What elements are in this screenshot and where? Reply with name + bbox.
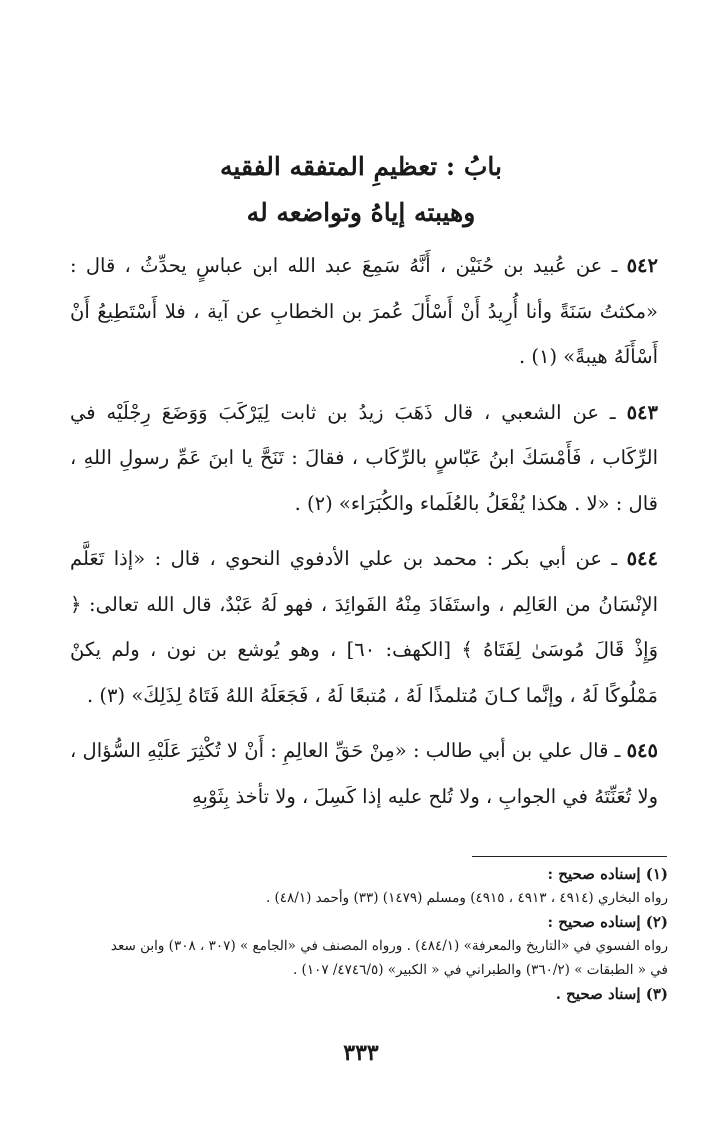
hadith-number: ٥٤٤ (626, 547, 658, 570)
footnote-heading: (٢) إسناده صحيح : (547, 913, 668, 931)
hadith-text: ـ عن الشعبي ، قال ذَهَبَ زيدُ بن ثابت لِيَرْكَبَ وَوَضَعَ رِجْلَيْه في الرِّكَاب ، فَأَمْسَكَ ابنُ عَبّاسٍ بالرِّكَاب ، فقالَ : تَنَحَّ يا ابنَ عَمِّ رسولِ اللهِ ، قال : «لا . هكذا يُفْعَلُ بالعُلَماء والكُبَرَاء» (٢) . (70, 400, 658, 515)
footnotes (72, 862, 668, 1006)
footnote-3 (72, 982, 668, 1006)
page-number: ٣٣٣ (343, 1040, 379, 1066)
hadith-body (70, 243, 658, 819)
hadith-entry-545 (70, 728, 658, 819)
hadith-entry-544 (70, 536, 658, 718)
footnote-line: رواه الفسوي في «التاريخ والمعرفة» (٤٨٤/١) . ورواه المصنف في «الجامع » (٣٠٧ ، ٣٠٨) وابن سعد (110, 938, 668, 954)
hadith-number: ٥٤٥ (626, 739, 658, 762)
hadith-number: ٥٤٣ (626, 400, 658, 424)
hadith-text: ـ عن عُبيد بن حُنَيْن ، أَنَّهُ سَمِعَ عبد الله ابن عباسٍ يحدِّثُ ، قال : «مكثتُ سَنَةً وأنا أُرِيدُ أَنْ أَسْأَلَ عُمرَ بن الخطابِ عن آية ، فلا أَسْتَطِيعُ أَنْ أَسْأَلَهُ هيبةً» (١) . (70, 254, 658, 368)
footnote-1 (72, 862, 668, 910)
hadith-text: ـ قال علي بن أبي طالب : «مِنْ حَقِّ العالِمِ : أَنْ لا تُكْثِرَ عَلَيْهِ السُّؤال ، ولا تُعَنِّتَهُ في الجوابِ ، ولا تُلح عليه إذا كَسِلَ ، ولا تأخذ بِثَوْبِهِ (70, 739, 658, 808)
chapter-title-line-2: وهيبته إياهُ وتواضعه له (246, 198, 476, 227)
footnote-line: رواه البخاري (٤٩١٤ ، ٤٩١٣ ، ٤٩١٥) ومسلم (١٤٧٩) (٣٣) وأحمد (٤٨/١) . (265, 890, 668, 906)
hadith-entry-543 (70, 390, 658, 527)
footnote-2 (72, 910, 668, 982)
chapter-title-line-1: بابُ : تعظيمِ المتفقه الفقيه (220, 152, 502, 181)
footnote-heading: (١) إسناده صحيح : (547, 865, 668, 883)
footnote-divider (472, 856, 667, 857)
hadith-number: ٥٤٢ (626, 254, 658, 277)
footnote-heading: (٣) إسناد صحيح . (555, 985, 668, 1003)
hadith-entry-542 (70, 243, 658, 380)
footnote-line: في « الطبقات » (٣٦٠/٢) والطبراني في « الكبير» (٤٧٤٦/٥/ ١٠٧) . (292, 962, 668, 978)
hadith-text: ـ عن أبي بكر : محمد بن علي الأدفوي النحوي ، قال : «إذا تَعَلَّم الإنْسَانُ من العَالِم ، واستَفَادَ مِنْهُ الفَوائِدَ ، فهو لَهُ عَبْدٌ، قال الله تعالى: ﴿ وَإِذْ قَالَ مُوسَىٰ لِفَتَاهُ ﴾ [الكهف: ٦٠] ، وهو يُوشع بن نون ، ولم يكنْ مَمْلُوكًا لَهُ ، وإنَّما كـانَ مُتلمذًا لَهُ ، مُتبعًا لَهُ ، فَجَعَلَهُ اللهُ فَتَاهُ لِذَلِكَ» (٣) . (70, 547, 658, 707)
